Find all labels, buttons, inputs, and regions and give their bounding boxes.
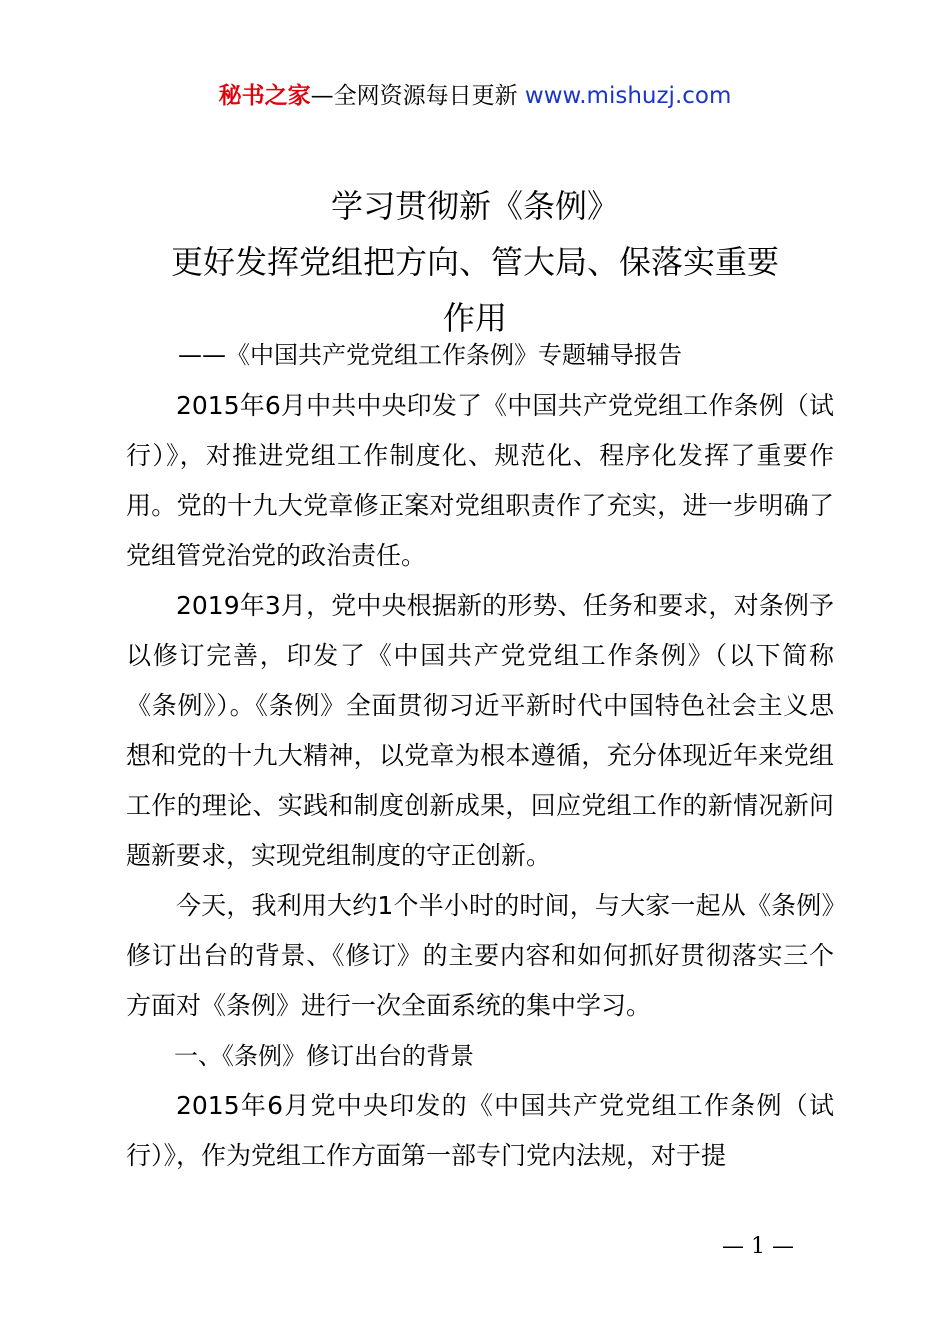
site-header [0,80,950,112]
body-paragraph: 2019年3月，党中央根据新的形势、任务和要求，对条例予以修订完善，印发了《中国共产党党组工作条例》（以下简称《条例》）。《条例》全面贯彻习近平新时代中国特色社会主义思想和党的十九大精神，以党章为根本遵循，充分体现近年来党组工作的理论、实践和制度创新成果，回应党组工作的新情况新问题新要求，实现党组制度的守正创新。 [126,591,834,870]
header-url[interactable]: www.mishuzj.com [524,83,732,109]
title-line-1: 学习贯彻新《条例》 [330,187,619,225]
document-body [126,381,834,1181]
section-heading: 一、《条例》修订出台的背景 [174,1042,474,1070]
body-paragraph: 2015年6月党中央印发的《中国共产党党组工作条例（试行）》，作为党组工作方面第一部专门党内法规，对于提 [126,1091,834,1170]
header-slogan: —全网资源每日更新 [310,83,518,109]
title-line-3: 作用 [442,299,507,337]
title-line-2: 更好发挥党组把方向、管大局、保落实重要 [170,243,779,281]
brand-name: 秘书之家 [218,83,311,109]
document-subtitle: ——《中国共产党党组工作条例》专题辅导报告 [178,341,682,369]
page-number: — 1 — [722,1234,794,1259]
document-title [0,178,950,346]
body-paragraph: 2015年6月中共中央印发了《中国共产党党组工作条例（试行）》，对推进党组工作制度化、规范化、程序化发挥了重要作用。党的十九大党章修正案对党组职责作了充实，进一步明确了党组管党治党的政治责任。 [126,391,834,570]
body-paragraph: 今天，我利用大约1个半小时的时间，与大家一起从《条例》修订出台的背景、《修订》的主要内容和如何抓好贯彻落实三个方面对《条例》进行一次全面系统的集中学习。 [126,891,834,1020]
